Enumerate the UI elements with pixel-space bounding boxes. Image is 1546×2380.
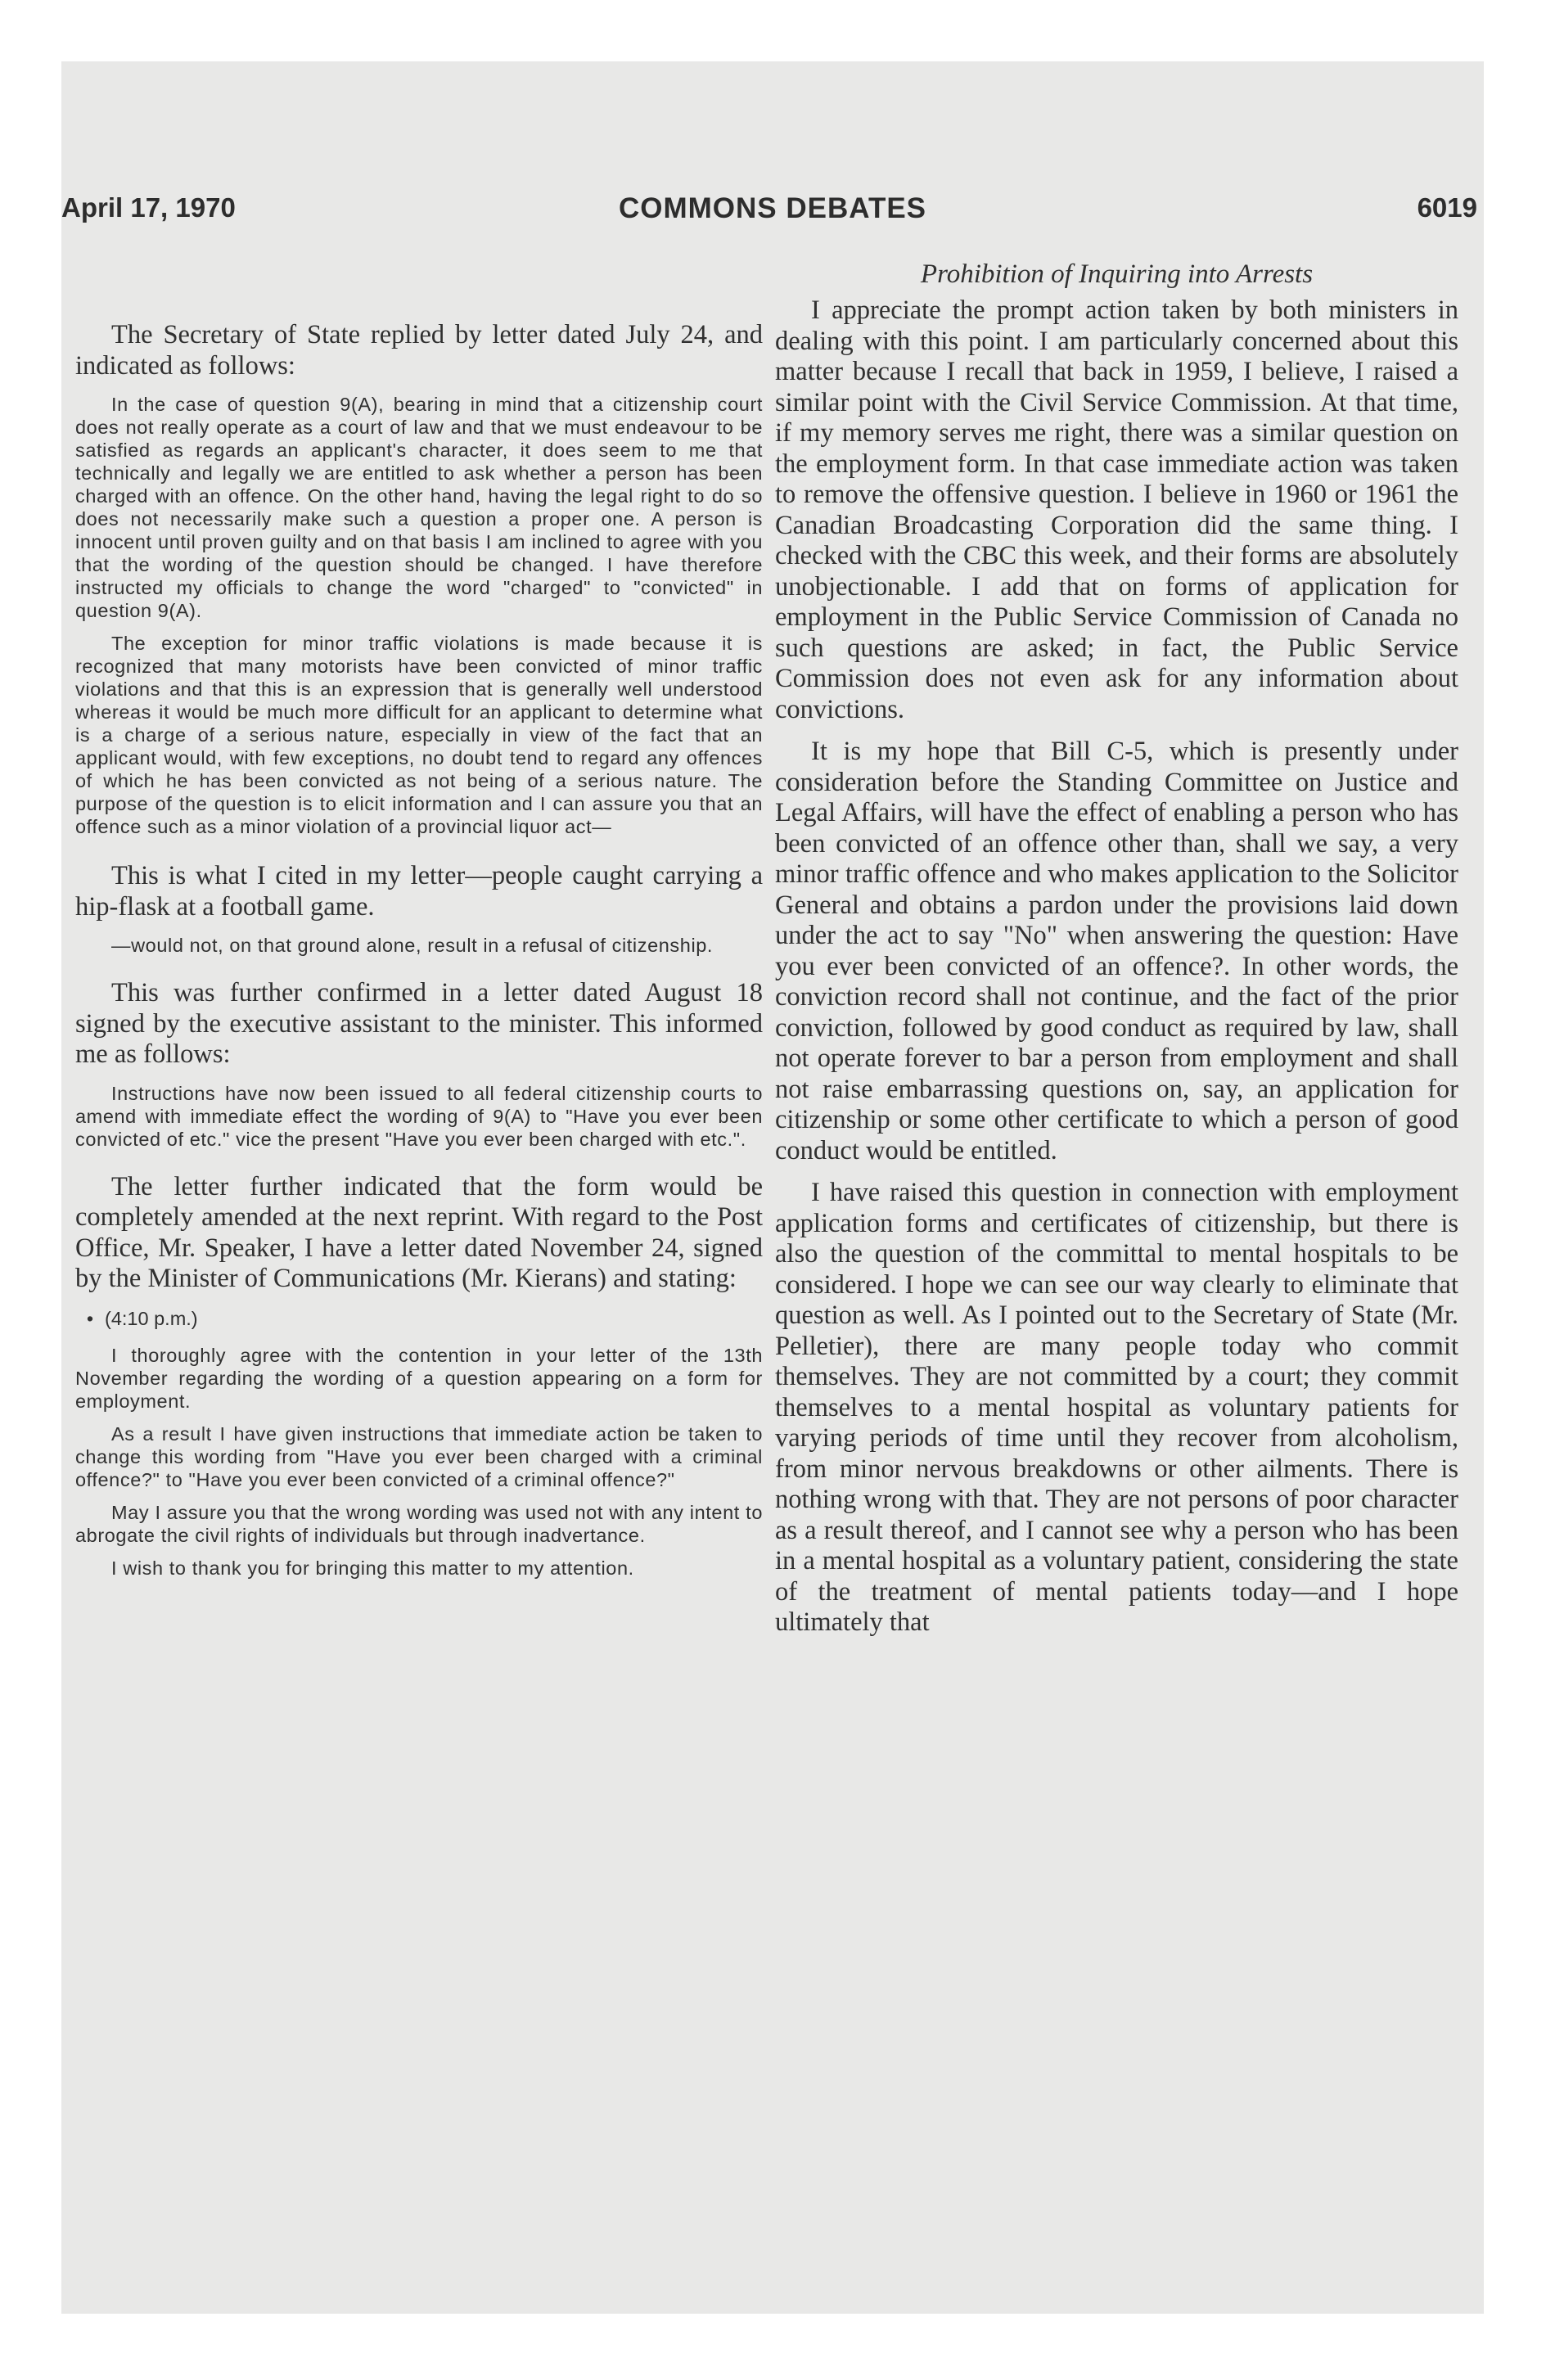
left-column (75, 258, 763, 1589)
quoted-letter-paragraph: I thoroughly agree with the contention in your letter of the 13th November regarding the wording of a question appearing on a form for employment. (75, 1344, 763, 1412)
quoted-letter-paragraph: I wish to thank you for bringing this matter to my attention. (111, 1557, 634, 1579)
quoted-letter-paragraph: As a result I have given instructions that immediate action be taken to change this wording from "Have you ever been charged with a criminal offence?" to "Have you ever been convicted of a criminal offence?" (75, 1422, 763, 1490)
quoted-letter-paragraph: Instructions have now been issued to all federal citizenship courts to amend with immediate effect the wording of 9(A) to "Have you ever been convicted of etc." vice the present "Have you ever been charged with etc.". (75, 1082, 763, 1150)
paragraph: The letter further indicated that the form would be completely amended at the next reprint. With regard to the Post Office, Mr. Speaker, I have a letter dated November 24, signed by the Minister of Communications (Mr. Kierans) and stating: (75, 1171, 763, 1293)
page-number: 6019 (1417, 192, 1477, 223)
page-header (61, 192, 1484, 238)
header-date: April 17, 1970 (61, 192, 236, 223)
paragraph: The Secretary of State replied by letter dated July 24, and indicated as follows: (75, 320, 763, 381)
right-column (775, 258, 1458, 1650)
publication-title: COMMONS DEBATES (618, 192, 927, 224)
bullet-icon: • (86, 1307, 94, 1329)
paragraph: I have raised this question in connection with employment application forms and certificates of citizenship, but there is also the question of the committal to mental hospitals to be considered. I hope we can see our way clearly to eliminate that question as well. As I pointed out to the Secretary of State (Mr. Pelletier), there are many people today who commit themselves. They are not committed by a court; they commit themselves to a mental hospital as voluntary patients for varying periods of time until they recover from alcoholism, from minor nervous breakdowns or other ailments. There is nothing wrong with that. They are not persons of poor character as a result thereof, and I cannot see why a person who has been in a mental hospital as a voluntary patient, considering the state of the treatment of mental patients today—and I hope ultimately that (775, 1178, 1458, 1637)
time-marker-text: (4:10 p.m.) (105, 1307, 198, 1329)
paragraph: I appreciate the prompt action taken by both ministers in dealing with this point. I am particularly concerned about this matter because I recall that back in 1959, I believe, I raised a similar point with the Civil Service Commission. At that time, if my memory serves me right, there was a similar question on the employment form. In that case immediate action was taken to remove the offensive question. I believe in 1960 or 1961 the Canadian Broadcasting Corporation did the same thing. I checked with the CBC this week, and their forms are absolutely unobjectionable. I add that on forms of application for employment in the Public Service Commission of Canada no such questions are asked; in fact, the Public Service Commission does not even ask for any information about convictions. (775, 295, 1458, 724)
quoted-letter-paragraph: In the case of question 9(A), bearing in mind that a citizenship court does not really operate as a court of law and that we must endeavour to be satisfied as regards an applicant's character, it does seem to me that technically and legally we are entitled to ask whether a person has been charged with an offence. On the other hand, having the legal right to do so does not necessarily make such a question a proper one. A person is innocent until proven guilty and on that basis I am inclined to agree with you that the wording of the question should be changed. I have therefore instructed my officials to change the word "charged" to "convicted" in question 9(A). (75, 394, 763, 621)
paragraph: It is my hope that Bill C-5, which is presently under consideration before the Standing Committee on Justice and Legal Affairs, will have the effect of enabling a person who has been convicted of an offence other than, shall we say, a very minor traffic offence and who makes application to the Solicitor General and obtains a pardon under the provisions laid down under the act to say "No" when answering the question: Have you ever been convicted of an offence?. In other words, the conviction record shall not continue, and the fact of the prior conviction, followed by good conduct as required by law, shall not operate forever to bar a person from employment and shall not raise embarrassing questions on, say, an application for citizenship or some other certificate to which a person of good conduct would be entitled. (775, 737, 1458, 1165)
paragraph: This was further confirmed in a letter dated August 18 signed by the executive assistant to the minister. This informed me as follows: (75, 978, 763, 1069)
quoted-letter-paragraph: The exception for minor traffic violations is made because it is recognized that many motorists have been convicted of minor traffic violations and that this is an expression that is generally well understood whereas it would be much more difficult for an applicant to determine what is a charge of a serious nature, especially in view of the fact that an applicant would, with few exceptions, no doubt tend to regard any offences of which he has been convicted as not being of a serious nature. The purpose of the question is to elicit information and I can assure you that an offence such as a minor violation of a provincial liquor act— (75, 633, 763, 837)
quoted-letter-paragraph: May I assure you that the wrong wording was used not with any intent to abrogate the civil rights of individuals but through inadvertance. (75, 1501, 763, 1546)
paragraph: This is what I cited in my letter—people caught carrying a hip-flask at a football game. (75, 861, 763, 922)
section-subheading: Prohibition of Inquiring into Arrests (920, 259, 1314, 289)
quoted-letter-paragraph: —would not, on that ground alone, result in a refusal of citizenship. (111, 935, 714, 956)
time-marker (75, 1306, 763, 1331)
document-page (61, 61, 1484, 2314)
